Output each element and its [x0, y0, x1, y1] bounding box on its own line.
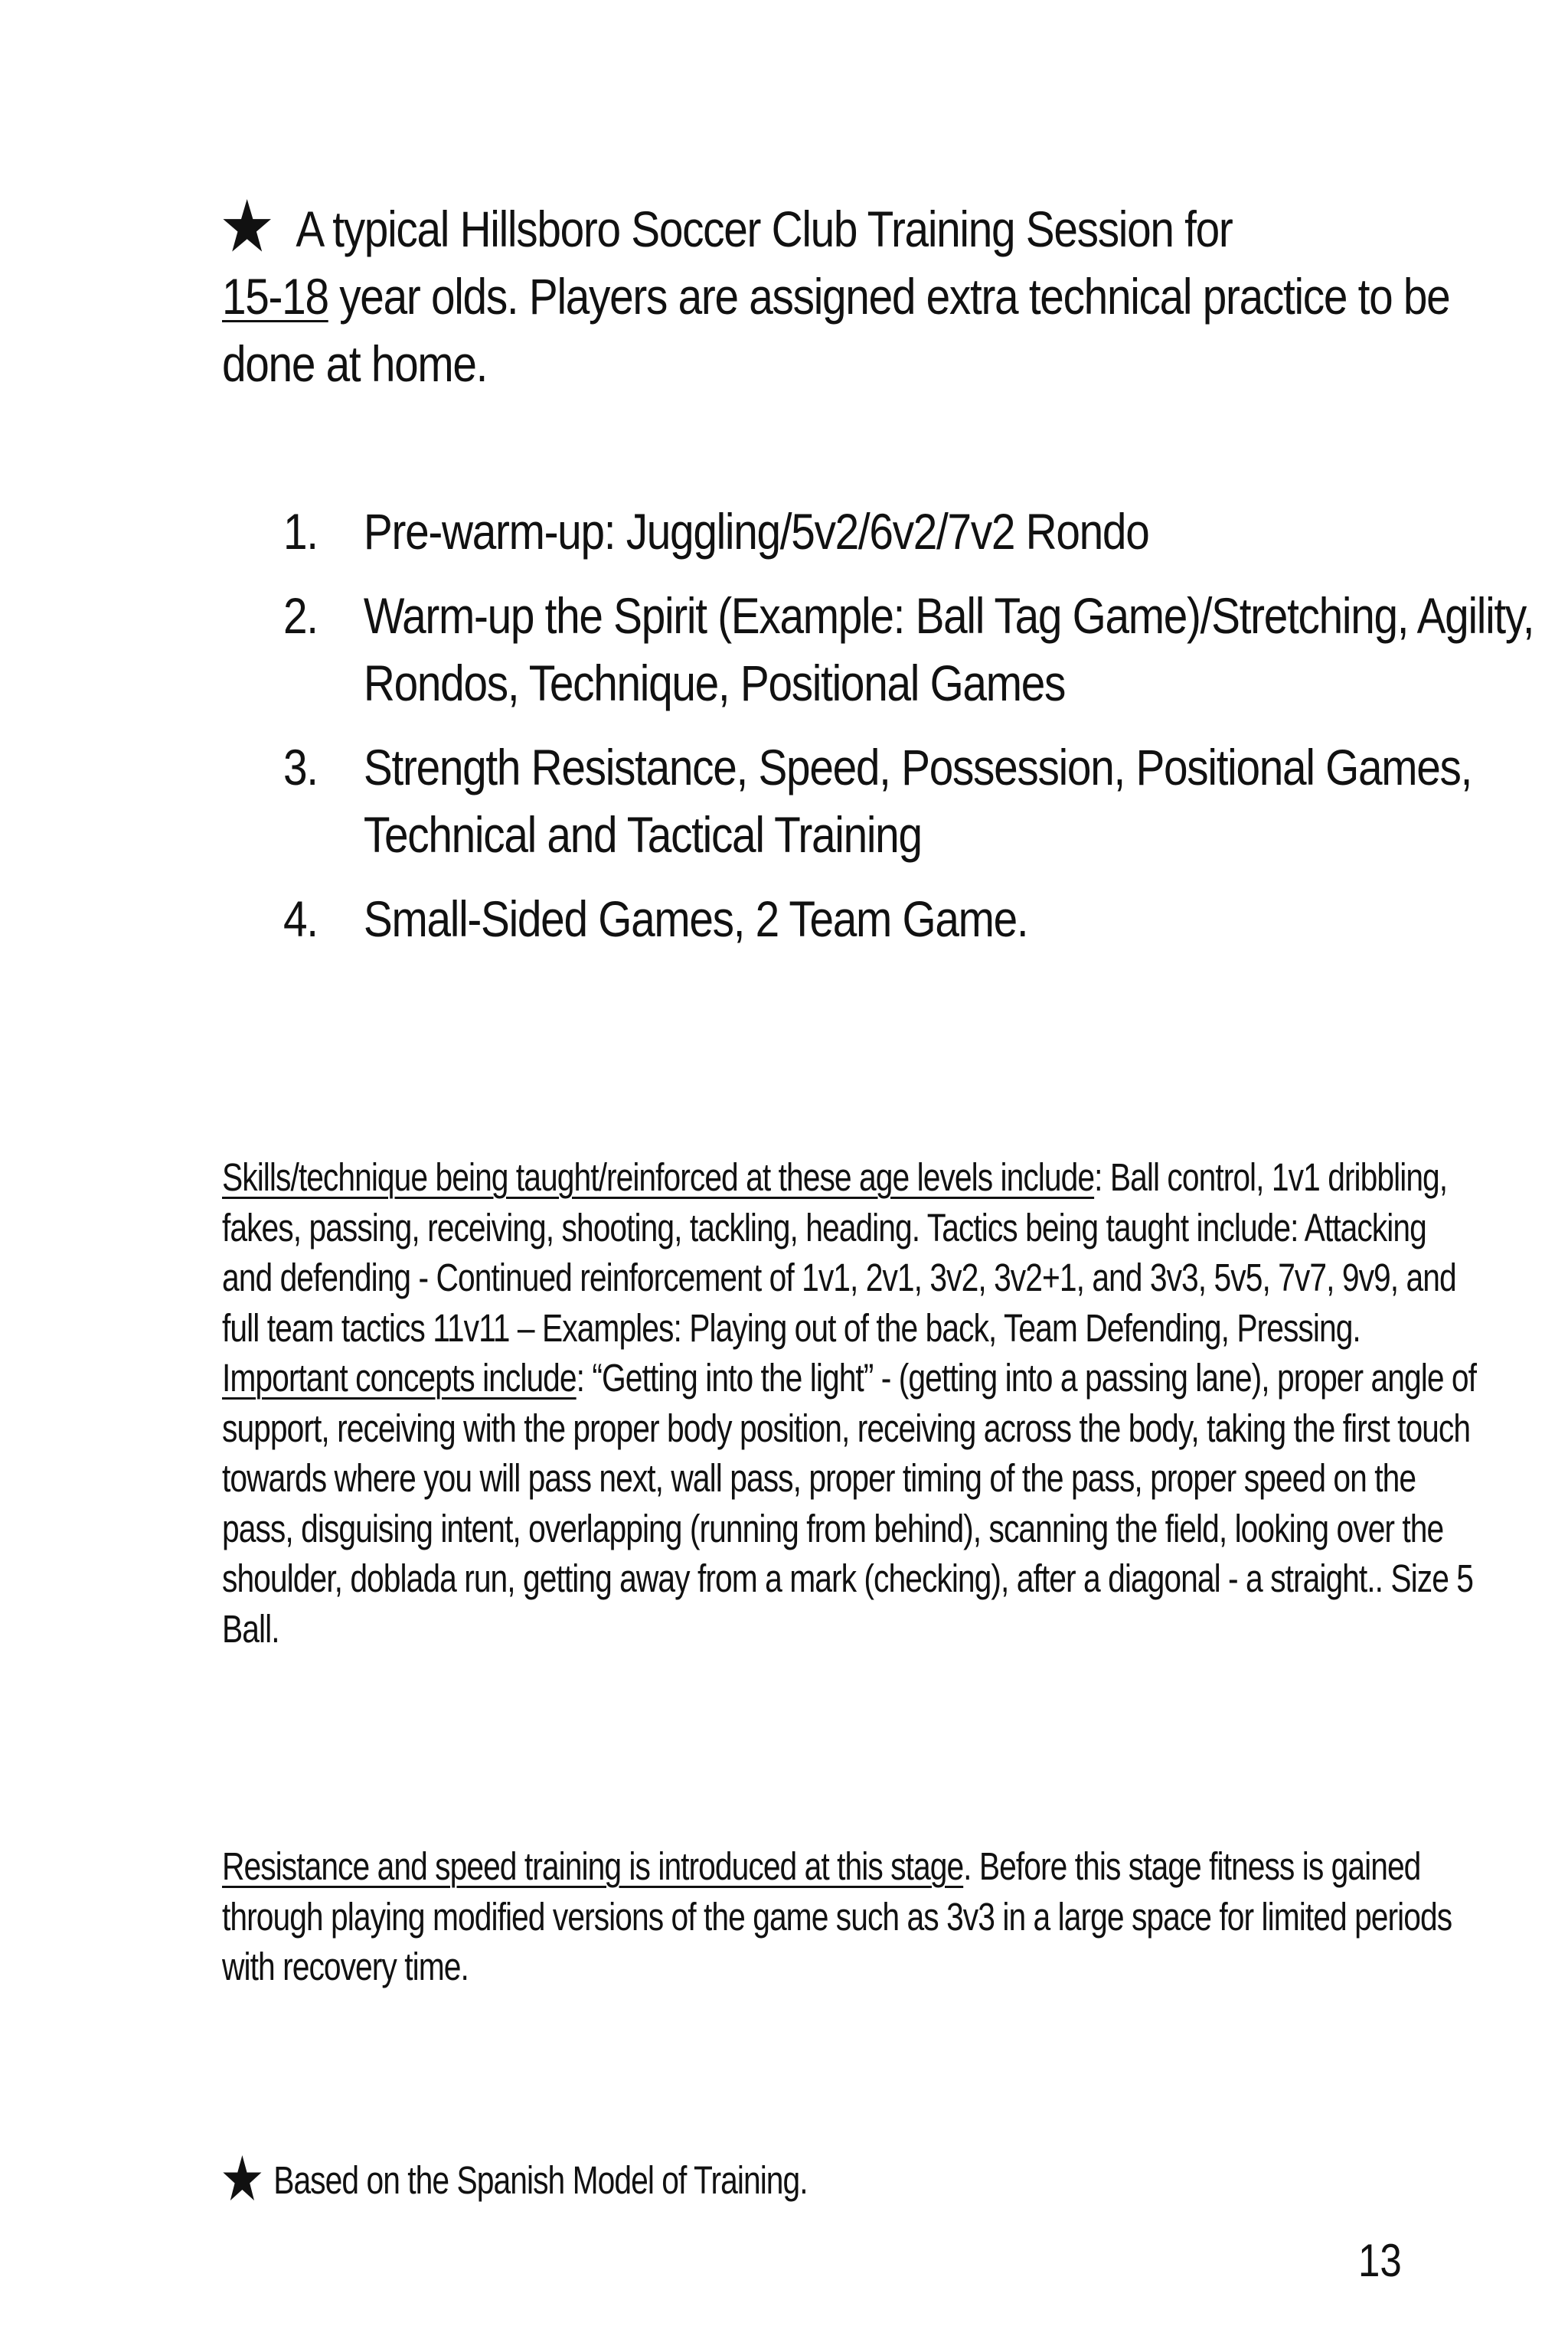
- intro-text-before: A typical Hillsboro Soccer Club Training Session for: [296, 201, 1233, 257]
- skills-text: : Ball control, 1v1 dribbling, fakes, passing, receiving, shooting, tackling, heading. Tactics being taught include: Attacking and defending - Continued reinforcement of 1v1, 2v1, 3v2, 3v2+1, and 3v3, 5v5, 7v7, 9v9, and full team tactics 11v11 – Examples: Playing out of the back, Team Defending, Pressing.: [222, 1155, 1456, 1350]
- concepts-heading: Important concepts include: [222, 1356, 577, 1400]
- concepts-text: : “Getting into the light” - (getting into a passing lane), proper angle of support, receiving with the proper body position, receiving across the body, taking the first touch towards where you will pass next, wall pass, proper timing of the pass, proper speed on the pass, disguising intent, overlapping (running from behind), scanning the field, looking over the shoulder, doblada run, getting away from a mark (checking), after a diagonal - a straight.. Size 5 Ball.: [222, 1356, 1477, 1651]
- step-number: 1.: [283, 503, 318, 560]
- step-text: Small-Sided Games, 2 Team Game.: [363, 890, 1028, 947]
- footnote: [222, 2155, 1141, 2206]
- page-number: 13: [1358, 2235, 1402, 2286]
- list-item: [283, 885, 1568, 952]
- footnote-text: Based on the Spanish Model of Training.: [273, 2158, 808, 2202]
- step-text: Pre-warm-up: Juggling/5v2/6v2/7v2 Rondo: [363, 503, 1149, 560]
- intro-text-after: year olds. Players are assigned extra technical practice to be done at home.: [222, 268, 1450, 392]
- step-number: 4.: [283, 890, 318, 947]
- star-icon: [222, 199, 272, 254]
- resistance-paragraph: [222, 1841, 1478, 1992]
- training-steps-list: [283, 498, 1568, 969]
- resistance-heading: Resistance and speed training is introduced at this stage: [222, 1844, 964, 1888]
- intro-paragraph: [222, 195, 1473, 397]
- list-item: [283, 498, 1568, 565]
- star-icon: [222, 2155, 263, 2203]
- step-number: 2.: [283, 587, 318, 644]
- resistance-text: . Before this stage fitness is gained through playing modified versions of the game such as 3v3 in a large space for limited periods with recovery time.: [222, 1844, 1452, 1988]
- list-item: [283, 582, 1568, 717]
- step-number: 3.: [283, 739, 318, 795]
- skills-heading: Skills/technique being taught/reinforced at these age levels include: [222, 1155, 1095, 1199]
- age-range: 15-18: [222, 268, 328, 325]
- step-text: Warm-up the Spirit (Example: Ball Tag Game)/Stretching, Agility, Rondos, Technique, Positional Games: [363, 587, 1534, 711]
- list-item: [283, 733, 1568, 868]
- skills-paragraph: [222, 1152, 1478, 1654]
- step-text: Strength Resistance, Speed, Possession, Positional Games, Technical and Tactical Training: [363, 739, 1472, 863]
